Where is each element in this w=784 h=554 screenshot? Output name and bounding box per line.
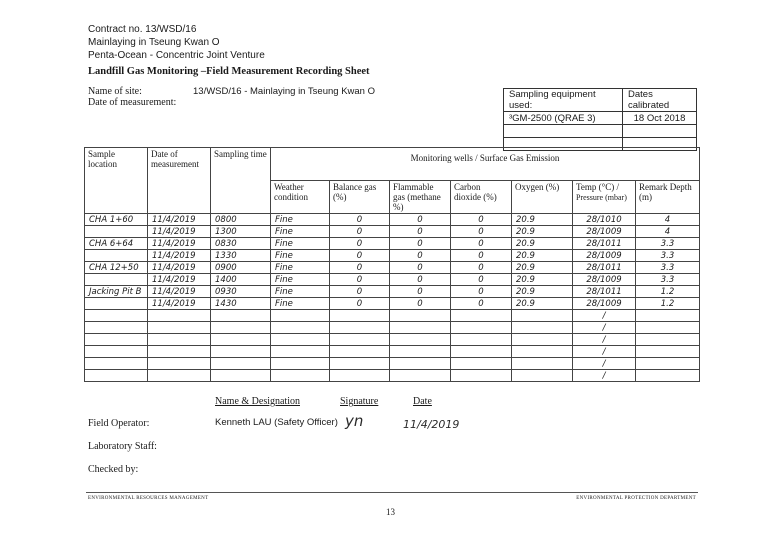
cell-flammable: 0 xyxy=(390,226,451,238)
cell-oxygen: 20.9 xyxy=(512,298,573,310)
cell-tp: 28/1011 xyxy=(573,238,636,250)
cell-weather: Fine xyxy=(271,250,330,262)
cell-location xyxy=(85,310,148,322)
cell-weather xyxy=(271,334,330,346)
header-temp-pressure xyxy=(573,181,636,214)
cell-time: 0930 xyxy=(211,286,271,298)
cell-co2: 0 xyxy=(451,238,512,250)
header-co2: Carbon dioxide (%) xyxy=(451,181,512,214)
cell-tp: 28/1011 xyxy=(573,262,636,274)
cell-date xyxy=(148,322,211,334)
cell-time xyxy=(211,310,271,322)
cell-tp: 28/1009 xyxy=(573,250,636,262)
cell-co2: 0 xyxy=(451,214,512,226)
signoff-name-header: Name & Designation xyxy=(215,396,300,407)
cell-depth xyxy=(636,322,700,334)
cell-depth: 3.3 xyxy=(636,238,700,250)
joint-venture: Penta-Ocean - Concentric Joint Venture xyxy=(88,50,265,61)
cell-oxygen: 20.9 xyxy=(512,262,573,274)
page-number: 13 xyxy=(386,507,395,517)
cell-flammable xyxy=(390,370,451,382)
cell-location xyxy=(85,358,148,370)
cell-depth: 1.2 xyxy=(636,286,700,298)
cell-flammable xyxy=(390,334,451,346)
header-monitoring-group: Monitoring wells / Surface Gas Emission xyxy=(271,148,700,181)
cell-balance: 0 xyxy=(330,274,390,286)
cell-tp: / xyxy=(573,346,636,358)
cell-time xyxy=(211,358,271,370)
cell-location: CHA 6+64 xyxy=(85,238,148,250)
cell-tp: / xyxy=(573,358,636,370)
cell-co2 xyxy=(451,322,512,334)
cell-date xyxy=(148,310,211,322)
cell-location: CHA 1+60 xyxy=(85,214,148,226)
table-row xyxy=(85,346,700,358)
cell-depth: 4 xyxy=(636,226,700,238)
header-pressure: Pressure (mbar) xyxy=(576,193,627,202)
cell-balance xyxy=(330,310,390,322)
table-row xyxy=(85,334,700,346)
cell-flammable: 0 xyxy=(390,298,451,310)
cell-flammable xyxy=(390,310,451,322)
document-title: Landfill Gas Monitoring –Field Measurement Recording Sheet xyxy=(88,66,370,77)
cell-depth: 1.2 xyxy=(636,298,700,310)
cell-time xyxy=(211,370,271,382)
cell-location xyxy=(85,322,148,334)
cell-location xyxy=(85,370,148,382)
cell-depth: 3.3 xyxy=(636,250,700,262)
cell-co2: 0 xyxy=(451,226,512,238)
cell-weather xyxy=(271,370,330,382)
cell-flammable: 0 xyxy=(390,250,451,262)
field-operator-name: Kenneth LAU (Safety Officer) xyxy=(215,417,338,428)
cell-location: CHA 12+50 xyxy=(85,262,148,274)
cell-tp: 28/1010 xyxy=(573,214,636,226)
signoff-date-header: Date xyxy=(413,396,432,407)
cell-balance: 0 xyxy=(330,250,390,262)
cell-tp: 28/1009 xyxy=(573,226,636,238)
header-flammable: Flammable gas (methane %) xyxy=(390,181,451,214)
cell-time: 1300 xyxy=(211,226,271,238)
cell-co2 xyxy=(451,310,512,322)
cell-date xyxy=(148,346,211,358)
cell-oxygen: 20.9 xyxy=(512,238,573,250)
date-of-measurement-label: Date of measurement: xyxy=(88,97,177,108)
measurement-table xyxy=(84,147,700,382)
cell-balance xyxy=(330,358,390,370)
cell-co2 xyxy=(451,370,512,382)
table-row xyxy=(85,214,700,226)
cell-flammable: 0 xyxy=(390,262,451,274)
cell-weather xyxy=(271,310,330,322)
table-row xyxy=(85,358,700,370)
field-operator-date: 11/4/2019 xyxy=(403,418,460,431)
contract-number: Contract no. 13/WSD/16 xyxy=(88,24,197,35)
cell-balance xyxy=(330,334,390,346)
cell-depth: 3.3 xyxy=(636,262,700,274)
cell-oxygen xyxy=(512,346,573,358)
table-row xyxy=(85,262,700,274)
cell-balance: 0 xyxy=(330,238,390,250)
cell-co2: 0 xyxy=(451,286,512,298)
cell-location xyxy=(85,334,148,346)
cell-weather xyxy=(271,346,330,358)
table-row xyxy=(85,274,700,286)
cell-location xyxy=(85,250,148,262)
table-row xyxy=(85,286,700,298)
cell-depth xyxy=(636,370,700,382)
cell-flammable xyxy=(390,358,451,370)
cell-depth xyxy=(636,346,700,358)
table-row xyxy=(85,322,700,334)
cell-tp: / xyxy=(573,334,636,346)
table-row xyxy=(85,298,700,310)
cell-location xyxy=(85,226,148,238)
cell-oxygen: 20.9 xyxy=(512,274,573,286)
site-name-value: 13/WSD/16 - Mainlaying in Tseung Kwan O xyxy=(193,86,375,97)
cell-location: Jacking Pit B xyxy=(85,286,148,298)
cell-weather xyxy=(271,358,330,370)
cell-time: 0900 xyxy=(211,262,271,274)
cell-co2 xyxy=(451,334,512,346)
cell-time: 1430 xyxy=(211,298,271,310)
cell-flammable: 0 xyxy=(390,286,451,298)
cell-time: 1400 xyxy=(211,274,271,286)
equipment-header: Sampling equipment used: xyxy=(504,89,623,112)
cell-tp: / xyxy=(573,322,636,334)
cell-weather: Fine xyxy=(271,274,330,286)
cell-tp: / xyxy=(573,370,636,382)
cell-co2 xyxy=(451,358,512,370)
equipment-device: ³GM-2500 (QRAE 3) xyxy=(504,112,623,125)
cell-balance: 0 xyxy=(330,298,390,310)
cell-time: 1330 xyxy=(211,250,271,262)
cell-date xyxy=(148,358,211,370)
cell-flammable: 0 xyxy=(390,238,451,250)
cell-oxygen: 20.9 xyxy=(512,286,573,298)
cell-oxygen: 20.9 xyxy=(512,226,573,238)
cell-balance xyxy=(330,346,390,358)
calibration-header: Dates calibrated xyxy=(623,89,697,112)
cell-depth: 3.3 xyxy=(636,274,700,286)
table-row xyxy=(85,226,700,238)
cell-weather: Fine xyxy=(271,226,330,238)
field-operator-label: Field Operator: xyxy=(88,418,150,429)
cell-time xyxy=(211,322,271,334)
cell-time xyxy=(211,334,271,346)
calibration-date: 18 Oct 2018 xyxy=(623,112,697,125)
cell-date xyxy=(148,370,211,382)
cell-date: 11/4/2019 xyxy=(148,214,211,226)
cell-location xyxy=(85,274,148,286)
cell-depth xyxy=(636,310,700,322)
cell-date: 11/4/2019 xyxy=(148,262,211,274)
cell-tp: 28/1011 xyxy=(573,286,636,298)
cell-balance: 0 xyxy=(330,262,390,274)
cell-balance xyxy=(330,322,390,334)
cell-date: 11/4/2019 xyxy=(148,250,211,262)
header-remark: Remark Depth (m) xyxy=(636,181,700,214)
cell-flammable xyxy=(390,322,451,334)
cell-time: 0800 xyxy=(211,214,271,226)
cell-oxygen xyxy=(512,358,573,370)
equipment-table xyxy=(503,88,697,151)
table-row xyxy=(85,250,700,262)
cell-weather: Fine xyxy=(271,298,330,310)
header-location: Sample location xyxy=(85,148,148,214)
cell-oxygen xyxy=(512,334,573,346)
footer-divider xyxy=(86,492,698,493)
signoff-signature-header: Signature xyxy=(340,396,379,407)
cell-depth xyxy=(636,358,700,370)
cell-time: 0830 xyxy=(211,238,271,250)
cell-flammable: 0 xyxy=(390,274,451,286)
cell-balance xyxy=(330,370,390,382)
cell-location xyxy=(85,298,148,310)
cell-date: 11/4/2019 xyxy=(148,286,211,298)
cell-tp: 28/1009 xyxy=(573,298,636,310)
table-row xyxy=(85,238,700,250)
cell-weather: Fine xyxy=(271,238,330,250)
cell-tp: / xyxy=(573,310,636,322)
cell-date xyxy=(148,334,211,346)
cell-location xyxy=(85,346,148,358)
cell-oxygen xyxy=(512,310,573,322)
cell-co2: 0 xyxy=(451,262,512,274)
cell-tp: 28/1009 xyxy=(573,274,636,286)
cell-depth: 4 xyxy=(636,214,700,226)
table-row xyxy=(85,370,700,382)
lab-staff-label: Laboratory Staff: xyxy=(88,441,157,452)
cell-oxygen xyxy=(512,370,573,382)
cell-co2 xyxy=(451,346,512,358)
cell-date: 11/4/2019 xyxy=(148,238,211,250)
cell-balance: 0 xyxy=(330,286,390,298)
header-weather: Weather condition xyxy=(271,181,330,214)
cell-time xyxy=(211,346,271,358)
cell-co2: 0 xyxy=(451,298,512,310)
cell-depth xyxy=(636,334,700,346)
header-oxygen: Oxygen (%) xyxy=(512,181,573,214)
cell-weather xyxy=(271,322,330,334)
checked-by-label: Checked by: xyxy=(88,464,139,475)
header-time: Sampling time xyxy=(211,148,271,214)
header-balance: Balance gas (%) xyxy=(330,181,390,214)
cell-date: 11/4/2019 xyxy=(148,226,211,238)
cell-date: 11/4/2019 xyxy=(148,298,211,310)
table-row xyxy=(85,310,700,322)
footer-right: ENVIRONMENTAL PROTECTION DEPARTMENT xyxy=(576,496,696,501)
footer-left: ENVIRONMENTAL RESOURCES MANAGEMENT xyxy=(88,496,209,501)
cell-flammable xyxy=(390,346,451,358)
header-temp: Temp (°C) / xyxy=(576,182,619,192)
cell-weather: Fine xyxy=(271,286,330,298)
cell-weather: Fine xyxy=(271,214,330,226)
cell-flammable: 0 xyxy=(390,214,451,226)
cell-oxygen xyxy=(512,322,573,334)
project-name: Mainlaying in Tseung Kwan O xyxy=(88,37,220,48)
field-operator-signature: yn xyxy=(345,412,364,430)
cell-date: 11/4/2019 xyxy=(148,274,211,286)
cell-balance: 0 xyxy=(330,214,390,226)
cell-weather: Fine xyxy=(271,262,330,274)
site-name-label: Name of site: xyxy=(88,86,142,97)
cell-co2: 0 xyxy=(451,250,512,262)
header-date: Date of measurement xyxy=(148,148,211,214)
cell-balance: 0 xyxy=(330,226,390,238)
cell-oxygen: 20.9 xyxy=(512,250,573,262)
cell-oxygen: 20.9 xyxy=(512,214,573,226)
cell-co2: 0 xyxy=(451,274,512,286)
